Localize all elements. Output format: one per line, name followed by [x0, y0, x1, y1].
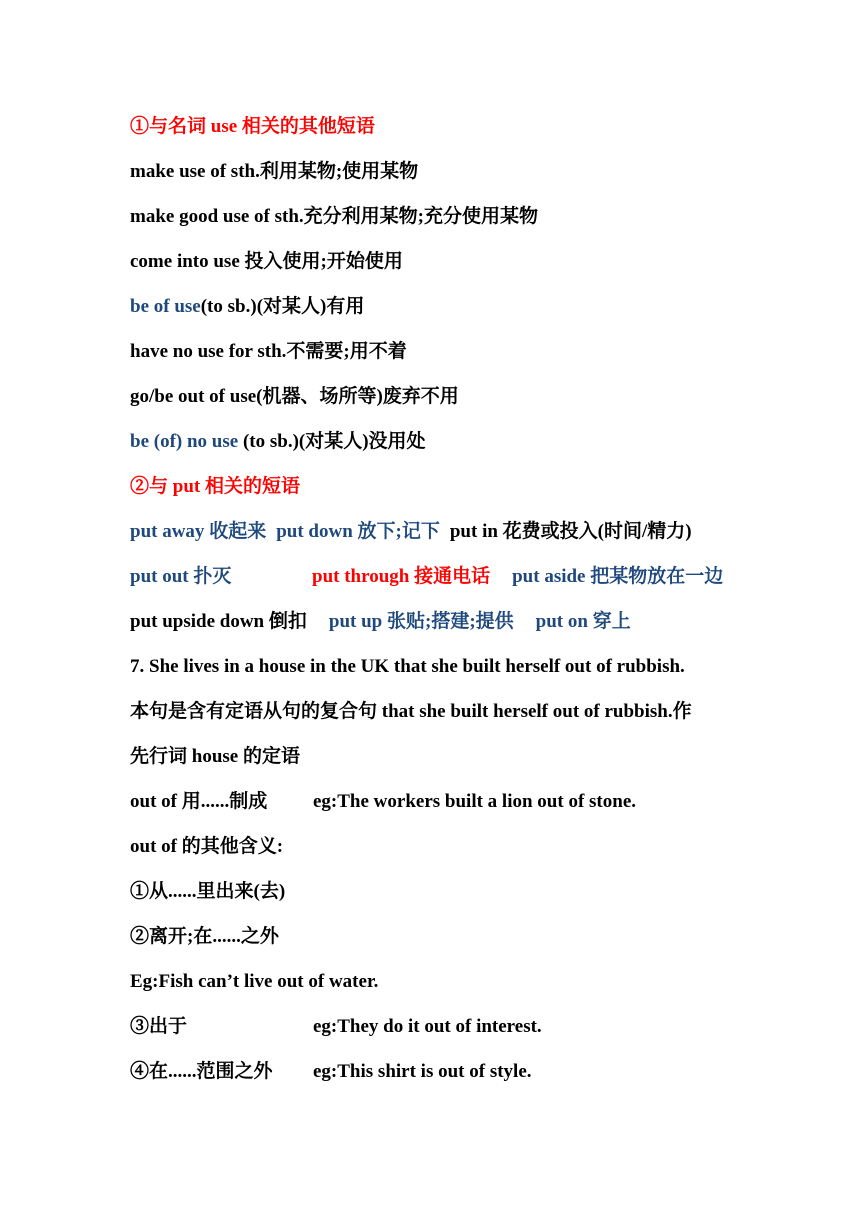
put-phrases-row-1	[130, 515, 750, 560]
put-phrase: put upside down 倒扣	[130, 611, 307, 632]
phrase-en: have no use for sth.	[130, 341, 287, 362]
example-sentence: eg:They do it out of interest.	[313, 1016, 542, 1037]
put-phrase: put out 扑灭	[130, 566, 232, 587]
phrase-en-highlight: be of use	[130, 296, 201, 317]
out-of-other-meanings-heading: out of 的其他含义:	[130, 836, 284, 857]
put-phrases-heading: ②与 put 相关的短语	[130, 476, 300, 497]
put-phrase: put through 接通电话	[312, 566, 491, 587]
use-phrase-5	[130, 335, 750, 380]
phrase-en: go/be out of use	[130, 386, 257, 407]
use-phrase-3	[130, 245, 750, 290]
out-of-meaning-3	[130, 1010, 750, 1055]
phrase-zh: (对某人)有用	[256, 296, 365, 317]
sentence-7: 7. She lives in a house in the UK that she built herself out of rubbish.	[130, 656, 685, 677]
meaning-label: out of 用......制成	[130, 791, 268, 812]
phrase-zh: (对某人)没用处	[298, 431, 426, 452]
phrase-zh: 充分利用某物;充分使用某物	[303, 206, 538, 227]
example-sentence: eg:The workers built a lion out of stone.	[313, 791, 636, 812]
phrase-en: make good use of sth.	[130, 206, 304, 227]
sentence-7-analysis-line-2: 先行词 house 的定语	[130, 746, 300, 767]
example-sentence: eg:This shirt is out of style.	[313, 1061, 532, 1082]
phrase-en: make use of sth.	[130, 161, 260, 182]
put-phrases-row-2	[130, 560, 750, 605]
use-phrase-7	[130, 425, 750, 470]
put-phrase: put up 张贴;搭建;提供	[328, 611, 514, 632]
phrase-zh: 投入使用;开始使用	[244, 251, 403, 272]
out-of-meaning-1: ①从......里出来(去)	[130, 881, 286, 902]
put-phrases-row-3	[130, 605, 750, 650]
meaning-label: ③出于	[130, 1016, 188, 1037]
put-phrase: put aside 把某物放在一边	[512, 566, 724, 587]
put-phrase: put away 收起来	[130, 521, 267, 542]
use-phrase-6	[130, 380, 750, 425]
meaning-label: ④在......范围之外	[130, 1061, 273, 1082]
phrase-zh: 不需要;用不着	[286, 341, 407, 362]
out-of-meaning-made-of	[130, 785, 750, 830]
put-phrase: put on 穿上	[535, 611, 631, 632]
sentence-7-analysis-line-1: 本句是含有定语从句的复合句 that she built herself out of rubbish.作	[130, 701, 692, 722]
use-phrase-1	[130, 155, 750, 200]
phrase-en: (to sb.)	[200, 296, 257, 317]
put-phrase: put in 花费或投入(时间/精力)	[449, 521, 692, 542]
out-of-example-2: Eg:Fish can’t live out of water.	[130, 971, 379, 992]
out-of-meaning-2: ②离开;在......之外	[130, 926, 279, 947]
use-phrases-heading: ①与名词 use 相关的其他短语	[130, 116, 375, 137]
put-phrase: put down 放下;记下	[276, 521, 440, 542]
use-phrase-4	[130, 290, 750, 335]
document-page	[130, 110, 750, 1100]
phrase-zh: (机器、场所等)废弃不用	[256, 386, 459, 407]
use-phrase-2	[130, 200, 750, 245]
phrase-en: (to sb.)	[242, 431, 299, 452]
phrase-en: come into use	[130, 251, 245, 272]
phrase-en-highlight: be (of) no use	[130, 431, 243, 452]
phrase-zh: 利用某物;使用某物	[259, 161, 419, 182]
out-of-meaning-4	[130, 1055, 750, 1100]
